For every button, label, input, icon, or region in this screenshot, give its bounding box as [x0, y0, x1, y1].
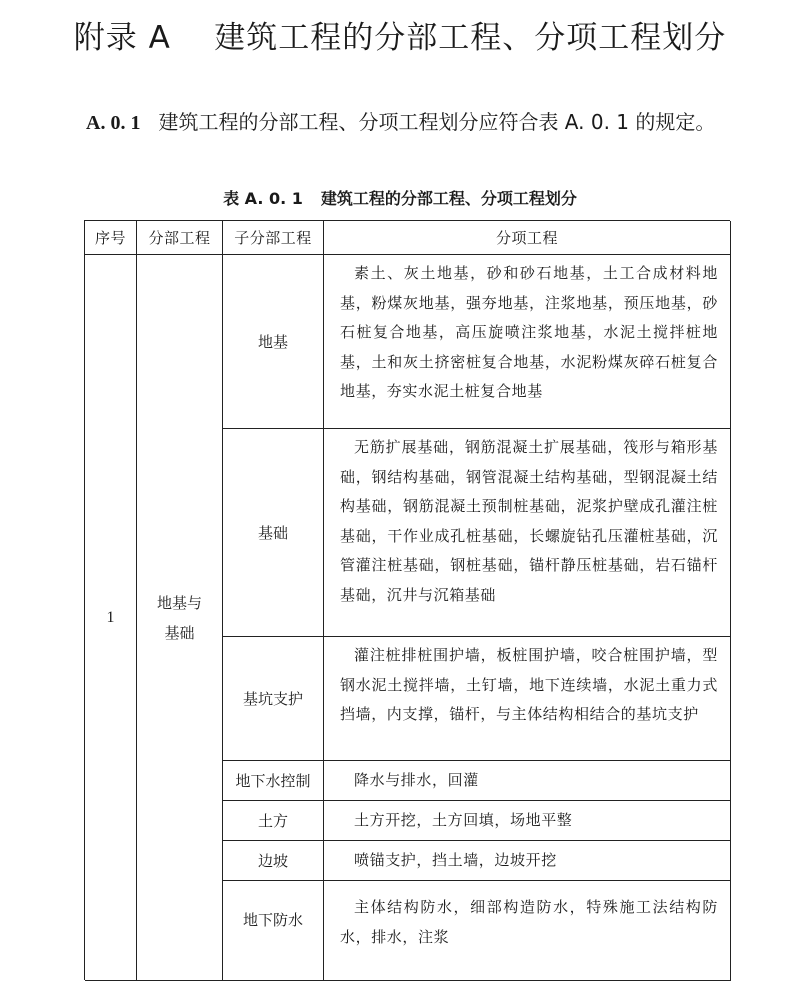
subdivision-cell: 地基 [223, 255, 324, 429]
subdivision-cell: 地下水控制 [223, 761, 324, 801]
subdivision-cell: 土方 [223, 801, 324, 841]
subdivision-cell: 基坑支护 [223, 637, 324, 761]
header-subdivision: 子分部工程 [223, 221, 324, 255]
division-table [84, 220, 730, 980]
header-items: 分项工程 [324, 221, 731, 255]
subdivision-cell: 基础 [223, 429, 324, 637]
items-cell: 无筋扩展基础，钢筋混凝土扩展基础，筏形与箱形基础，钢结构基础，钢管混凝土结构基础，型钢混凝土结构基础，钢筋混凝土预制桩基础，泥浆护壁成孔灌注桩基础，干作业成孔桩基础，长螺旋钻孔压灌桩基础，沉管灌注桩基础，钢桩基础，锚杆静压桩基础，岩石锚杆基础，沉井与沉箱基础 [324, 429, 731, 637]
clause-text: 建筑工程的分部工程、分项工程划分应符合表 A. 0. 1 的规定。 [158, 110, 716, 134]
clause-number: A. 0. 1 [86, 112, 141, 134]
page-title: 附录 A 建筑工程的分部工程、分项工程划分 [73, 20, 727, 56]
header-division: 分部工程 [137, 221, 223, 255]
table-caption-number: 表 A. 0. 1 [223, 189, 303, 208]
items-cell: 主体结构防水，细部构造防水，特殊施工法结构防水，排水，注浆 [324, 881, 731, 981]
items-cell: 降水与排水，回灌 [324, 761, 731, 801]
division-cell [137, 255, 223, 981]
seq-cell: 1 [85, 255, 137, 981]
table-caption [0, 186, 800, 209]
header-seq: 序号 [85, 221, 137, 255]
clause-paragraph [86, 104, 746, 141]
subdivision-cell: 地下防水 [223, 881, 324, 981]
items-cell: 灌注桩排桩围护墙，板桩围护墙，咬合桩围护墙，型钢水泥土搅拌墙，土钉墙，地下连续墙，水泥土重力式挡墙，内支撑，锚杆，与主体结构相结合的基坑支护 [324, 637, 731, 761]
subdivision-cell: 边坡 [223, 841, 324, 881]
table-caption-title: 建筑工程的分部工程、分项工程划分 [320, 189, 577, 208]
items-cell: 土方开挖，土方回填，场地平整 [324, 801, 731, 841]
division-label: 地基与基础 [157, 593, 203, 642]
items-cell: 素土、灰土地基，砂和砂石地基，土工合成材料地基，粉煤灰地基，强夯地基，注浆地基，预压地基，砂石桩复合地基，高压旋喷注浆地基，水泥土搅拌桩地基，土和灰土挤密桩复合地基，水泥粉煤灰碎石桩复合地基，夯实水泥土桩复合地基 [324, 255, 731, 429]
items-cell: 喷锚支护，挡土墙，边坡开挖 [324, 841, 731, 881]
